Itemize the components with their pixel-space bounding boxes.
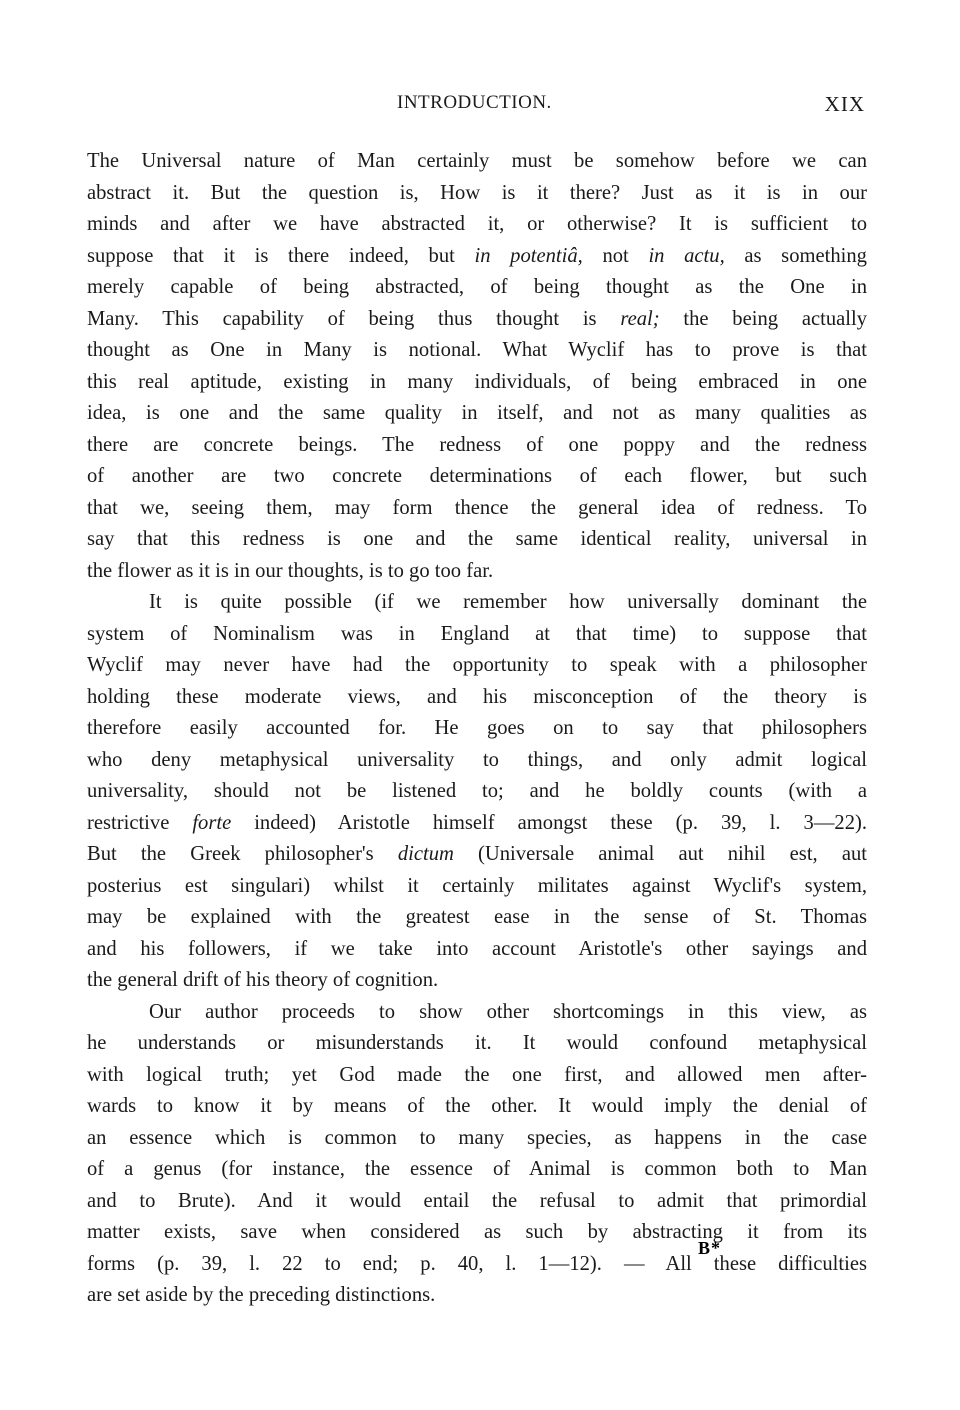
text-line [87,713,867,745]
text-segment: merely capable of being abstracted, of being thought as the One in [87,276,867,298]
italic-text: in actu, [648,244,725,267]
text-segment: say that this redness is one and the same identical reality, universal in [87,528,867,550]
text-segment: may be explained with the greatest ease in the sense of St. Thomas [87,906,867,928]
italic-text: in potentiâ, [474,244,583,267]
running-header [87,92,867,132]
text-line [87,367,867,399]
body-text [87,146,867,1312]
text-segment: indeed) Aristotle himself amongst these (p. 39, l. 3—22). [231,811,867,834]
page-number: XIX [824,92,865,116]
text-line [87,965,867,997]
text-line [87,1186,867,1218]
text-segment: Our author proceeds to show other shortcomings in this view, as [149,1000,867,1023]
text-segment: who deny metaphysical universality to things, and only admit logical [87,748,867,771]
text-segment: restrictive [87,811,193,834]
text-segment: posterius est singulari) whilst it certainly militates against Wyclif's system, [87,874,867,897]
text-line [87,461,867,493]
text-segment: abstract it. But the question is, How is it there? Just as it is in our [87,181,867,204]
text-line [87,430,867,462]
text-line [87,808,867,840]
text-line [87,524,867,556]
text-segment: the general drift of his theory of cognition. [87,969,439,991]
text-line [87,398,867,430]
text-segment: with logical truth; yet God made the one first, and allowed men after- [87,1063,867,1086]
text-line [87,556,867,588]
text-segment: wards to know it by means of the other. It would imply the denial of [87,1095,867,1117]
text-line [87,587,867,619]
text-segment: as something [724,244,867,267]
text-line [87,1028,867,1060]
italic-text: real; [620,307,660,330]
text-segment: suppose that it is there indeed, but [87,244,475,267]
text-segment: that we, seeing them, may form thence the general idea of redness. To [87,496,867,519]
text-line [87,934,867,966]
italic-text: forte [192,811,232,834]
text-segment: matter exists, save when considered as such by abstracting it from its [87,1221,867,1243]
text-segment: Many. This capability of being thus thought is [87,307,621,330]
text-line [87,745,867,777]
text-line [87,619,867,651]
text-line [87,146,867,178]
text-segment: not [582,244,649,267]
text-segment: It is quite possible (if we remember how universally dominant the [149,591,867,613]
text-segment: the being actually [659,307,867,330]
text-segment: there are concrete beings. The redness of one poppy and the redness [87,433,867,456]
signature-mark: B* [698,1238,722,1258]
text-line [87,997,867,1029]
text-line [87,1249,867,1281]
text-segment: and his followers, if we take into account Aristotle's other sayings and [87,937,867,960]
running-title: INTRODUCTION. [397,92,552,113]
text-segment: universality, should not be listened to; and he boldly counts (with a [87,780,867,802]
text-line [87,902,867,934]
text-line [87,493,867,525]
text-line [87,335,867,367]
text-segment: of another are two concrete determinations of each flower, but such [87,465,867,487]
text-segment: thought as One in Many is notional. What Wyclif has to prove is that [87,339,867,361]
text-segment: (Universale animal aut nihil est, aut [453,843,867,865]
text-line [87,1154,867,1186]
text-segment: and to Brute). And it would entail the refusal to admit that primordial [87,1189,867,1212]
text-line [87,871,867,903]
text-line [87,682,867,714]
book-page [87,92,867,1312]
text-segment: this real aptitude, existing in many individuals, of being embraced in one [87,370,867,393]
text-line [87,1217,867,1249]
text-line [87,1060,867,1092]
text-segment: The Universal nature of Man certainly must be somehow before we can [87,150,867,172]
text-line [87,178,867,210]
text-segment: Wyclif may never have had the opportunity to speak with a philosopher [87,654,867,676]
text-line [87,241,867,273]
text-segment: an essence which is common to many species, as happens in the case [87,1126,867,1149]
text-segment: system of Nominalism was in England at that time) to suppose that [87,622,867,645]
text-line [87,1123,867,1155]
text-line [87,1280,867,1312]
text-segment: forms (p. 39, l. 22 to end; p. 40, l. 1—12). — All these difficulties [87,1252,867,1275]
text-line [87,1091,867,1123]
text-segment: But the Greek philosopher's [87,843,398,865]
text-line [87,839,867,871]
text-segment: are set aside by the preceding distinctions. [87,1284,436,1306]
text-segment: he understands or misunderstands it. It would confound metaphysical [87,1032,867,1054]
text-line [87,272,867,304]
text-segment: therefore easily accounted for. He goes on to say that philosophers [87,717,867,739]
italic-text: dictum [397,843,454,865]
text-line [87,776,867,808]
text-segment: idea, is one and the same quality in itself, and not as many qualities as [87,402,867,424]
text-segment: of a genus (for instance, the essence of Animal is common both to Man [87,1158,867,1180]
text-line [87,304,867,336]
text-line [87,650,867,682]
text-line [87,209,867,241]
text-segment: holding these moderate views, and his misconception of the theory is [87,685,867,708]
text-segment: minds and after we have abstracted it, or otherwise? It is sufficient to [87,213,867,235]
text-segment: the flower as it is in our thoughts, is to go too far. [87,559,494,582]
